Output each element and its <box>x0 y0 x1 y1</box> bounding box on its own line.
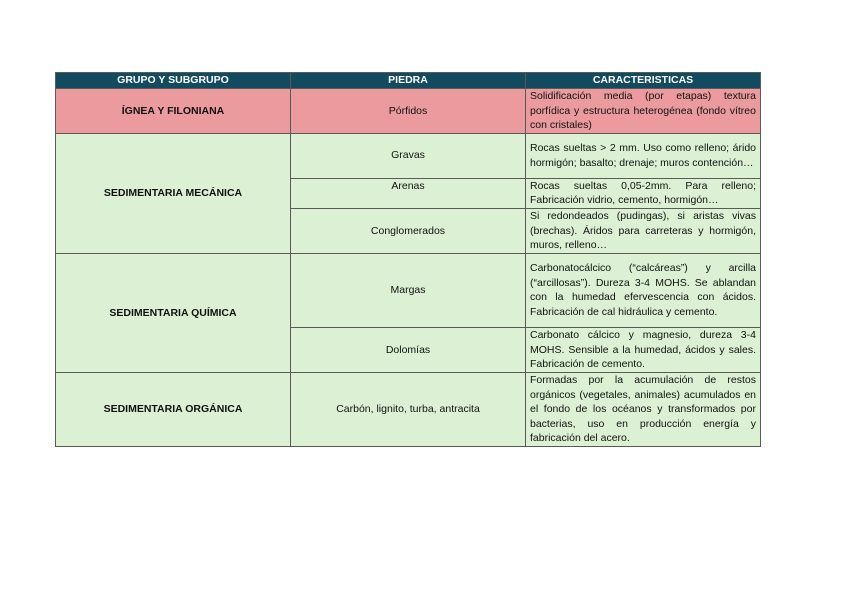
features-cell: Carbonatocálcico (“calcáreas”) y arcilla (“arcillosas”). Dureza 3-4 MOHS. Se ablandan con la humedad efervescencia con ácidos. Fabricación de cal hidráulica y cemento. <box>526 253 761 327</box>
rock-classification-table <box>55 72 761 447</box>
features-cell: Si redondeados (pudingas), si aristas vivas (brechas). Áridos para carreteras y hormigón, muros, relleno… <box>526 208 761 253</box>
stone-cell: Dolomías <box>291 327 526 372</box>
features-cell: Carbonato cálcico y magnesio, dureza 3-4 MOHS. Sensible a la humedad, ácidos y sales. Fabricación de cemento. <box>526 327 761 372</box>
table-row <box>56 89 761 134</box>
header-features: CARACTERISTICAS <box>526 73 761 89</box>
table-row <box>56 372 761 446</box>
features-cell: Formadas por la acumulación de restos orgánicos (vegetales, animales) acumulados en el fondo de los océanos y transformados por bacterias, uso en producción energía y fabricación del acero. <box>526 372 761 446</box>
stone-cell: Pórfidos <box>291 89 526 134</box>
stone-cell: Conglomerados <box>291 208 526 253</box>
header-group: GRUPO Y SUBGRUPO <box>56 73 291 89</box>
group-cell: SEDIMENTARIA QUÍMICA <box>56 253 291 372</box>
features-cell: Rocas sueltas 0,05-2mm. Para relleno; Fabricación vidrio, cemento, hormigón… <box>526 178 761 208</box>
table-header-row <box>56 73 761 89</box>
group-cell: SEDIMENTARIA MECÁNICA <box>56 133 291 253</box>
group-cell: SEDIMENTARIA ORGÁNICA <box>56 372 291 446</box>
table-row <box>56 253 761 327</box>
stone-cell: Carbón, lignito, turba, antracita <box>291 372 526 446</box>
features-cell: Rocas sueltas > 2 mm. Uso como relleno; árido hormigón; basalto; drenaje; muros contención… <box>526 133 761 178</box>
features-cell: Solidificación media (por etapas) textura porfídica y estructura heterogénea (fondo vítreo con cristales) <box>526 89 761 134</box>
stone-cell: Arenas <box>291 178 526 208</box>
stone-cell: Margas <box>291 253 526 327</box>
group-cell: ÍGNEA Y FILONIANA <box>56 89 291 134</box>
stone-cell: Gravas <box>291 133 526 178</box>
table-row <box>56 133 761 178</box>
header-stone: PIEDRA <box>291 73 526 89</box>
